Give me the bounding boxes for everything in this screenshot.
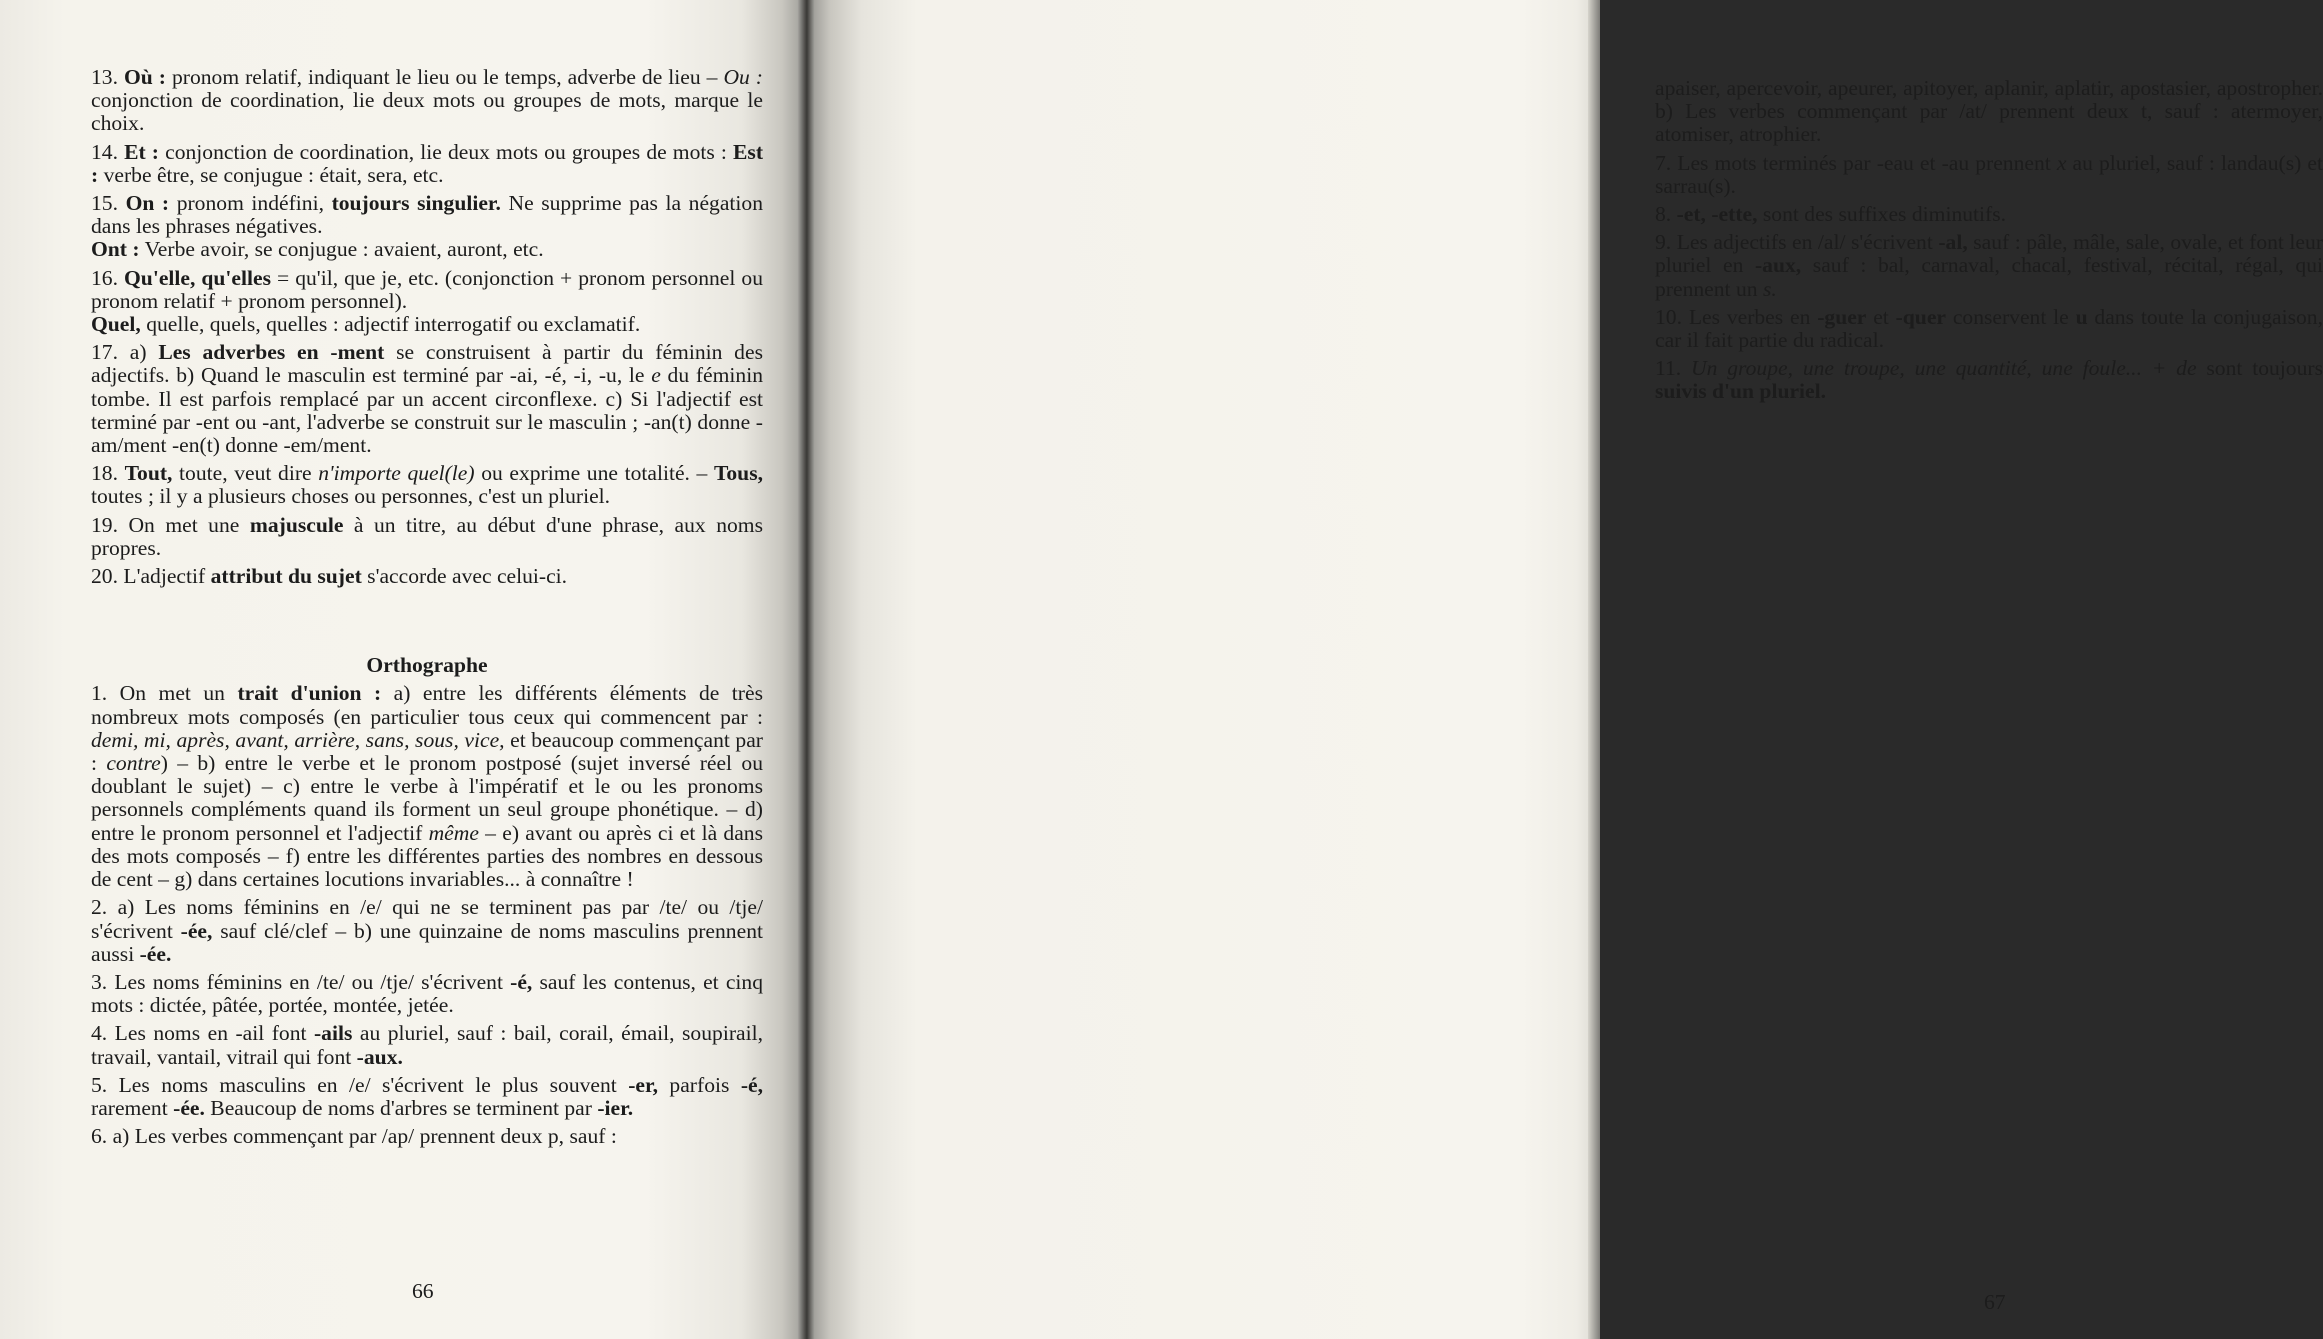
bold-term: -aux,	[1754, 253, 1802, 278]
paragraph	[91, 462, 763, 508]
paragraph	[91, 341, 763, 457]
text-run: 9. Les adjectifs en /al/ s'écrivent	[1655, 230, 1939, 255]
paragraph	[91, 896, 763, 966]
text-run: sauf : bal, carnaval, chacal, festival, récital, régal, qui prennent un	[1655, 253, 2323, 301]
italic-term: même	[428, 820, 479, 845]
text-run: parfois	[658, 1072, 741, 1097]
bold-term: -ails	[313, 1021, 353, 1046]
paragraph	[91, 1022, 763, 1068]
bold-term: Et :	[124, 139, 159, 164]
text-run: 10. Les verbes en	[1655, 304, 1818, 329]
text-run: Beaucoup de noms d'arbres se terminent par	[204, 1095, 598, 1120]
italic-term: demi, mi, après, avant, arrière, sans, sous, vice,	[91, 727, 505, 752]
text-run: conjonction de coordination, lie deux mots ou groupes de mots, marque le choix.	[91, 88, 763, 136]
paragraph	[91, 66, 763, 136]
text-run: 20. L'adjectif	[91, 564, 211, 589]
left-page-text	[91, 66, 763, 1153]
bold-term: majuscule	[249, 512, 344, 537]
bold-term: suivis d'un pluriel.	[1655, 379, 1827, 404]
paragraph	[91, 971, 763, 1017]
paragraph	[91, 1125, 763, 1148]
page-edge-shadow	[1588, 0, 1600, 1339]
text-run: dans toute la conjugaison, car il fait partie du radical.	[1655, 304, 2323, 353]
text-run: du féminin tombe. Il est parfois remplacé par un accent circonflexe. c) Si l'adjectif est terminé par -ent ou -ant, l'adverbe se construit sur le masculin ; -an(t) donne -am/ment -en(t) donne -em/ment.	[91, 363, 763, 458]
paragraph	[1655, 152, 2323, 198]
text-run: sauf clé/clef – b) une quinzaine de noms masculins prennent aussi	[91, 918, 763, 966]
bold-term: Qu'elle, qu'elles	[124, 265, 271, 290]
text-run: 7. Les mots terminés par -eau et -au prennent	[1655, 150, 2057, 175]
bold-term: -ée.	[139, 941, 172, 966]
bold-term: toujours singulier.	[331, 191, 501, 216]
bold-term: -al,	[1938, 230, 1968, 255]
text-run: 16.	[91, 265, 125, 290]
page-number-left: 66	[412, 1279, 434, 1303]
text-run: 19. On met une	[91, 512, 250, 537]
bold-term: -guer	[1817, 304, 1867, 329]
text-run: toutes ; il y a plusieurs choses ou personnes, c'est un pluriel.	[91, 484, 611, 509]
text-run: Verbe avoir, se conjugue : avaient, auront, etc.	[139, 237, 544, 262]
text-run: sauf les contenus, et cinq mots : dictée, pâtée, portée, montée, jetée.	[91, 969, 764, 1018]
right-entries	[1655, 77, 2323, 404]
text-run: conjonction de coordination, lie deux mots ou groupes de mots :	[159, 139, 734, 164]
text-run: 17. a)	[91, 340, 159, 365]
bold-term: Ont :	[91, 237, 140, 262]
bold-term: -é,	[510, 969, 533, 994]
text-run: 1. On met un	[91, 681, 238, 706]
left-entries	[91, 66, 763, 588]
text-run: apaiser, apercevoir, apeurer, apitoyer, aplanir, aplatir, apostasier, apostropher. b) Les verbes commençant par /at/ prennent deux t, sauf : atermoyer, atomiser, atrophier.	[1655, 76, 2323, 147]
text-run: a) entre les différents éléments de très nombreux mots composés (en particulier tous ceux qui commencent par :	[91, 681, 763, 729]
right-page-text	[1655, 77, 2323, 409]
paragraph	[1655, 77, 2323, 147]
text-run: se construisent à partir du féminin des adjectifs. b) Quand le masculin est terminé par -ai, -é, -i, -u, le	[91, 340, 763, 388]
italic-term: n'importe quel(le)	[318, 461, 475, 486]
text-run: 13.	[91, 65, 124, 89]
text-run: = qu'il, que je, etc. (conjonction + pronom personnel ou pronom relatif + pronom personnel).	[91, 265, 764, 313]
bold-term: On :	[125, 191, 170, 216]
text-run: pronom indéfini,	[169, 191, 332, 216]
text-run: ou exprime une totalité. –	[474, 461, 714, 486]
text-run: ) – b) entre le verbe et le pronom postposé (sujet inversé réel ou doublant le sujet) – c) entre le verbe à l'impératif et le ou les pronoms personnels compléments quand ils forment un seul groupe phonétique. – d) entre le pronom personnel et l'adjectif	[91, 751, 763, 845]
bold-term: -ier.	[597, 1095, 634, 1120]
text-run: rarement	[91, 1095, 174, 1120]
bold-term: Où :	[123, 65, 166, 89]
text-run: et beaucoup commençant par :	[91, 727, 763, 776]
text-run: sont des suffixes diminutifs.	[1757, 202, 2007, 227]
text-run: 2. a) Les noms féminins en /e/ qui ne se terminent pas par /te/ ou /tje/ s'écrivent	[91, 895, 763, 943]
bold-term: u	[2075, 304, 2088, 329]
paragraph	[1655, 203, 2323, 226]
book-gutter	[797, 0, 815, 1339]
bold-term: Tous,	[713, 461, 763, 486]
text-run: quelle, quels, quelles : adjectif interrogatif ou exclamatif.	[140, 312, 641, 337]
text-run: 5. Les noms masculins en /e/ s'écrivent le plus souvent	[91, 1072, 629, 1097]
paragraph	[91, 514, 763, 560]
bold-term: Les adverbes en -ment	[158, 340, 385, 365]
text-run: 15.	[91, 191, 126, 216]
italic-term: contre	[106, 751, 161, 776]
bold-term: Quel,	[91, 312, 141, 337]
bold-term: -ée,	[180, 918, 213, 943]
left-page	[0, 0, 806, 1339]
bold-term: -et, -ette,	[1676, 202, 1758, 227]
bold-term: -aux.	[356, 1044, 403, 1069]
paragraph	[1655, 357, 2323, 403]
text-run: au pluriel, sauf : landau(s) et sarrau(s).	[1655, 150, 2323, 198]
paragraph	[91, 682, 763, 891]
text-run: toute, veut dire	[172, 461, 319, 486]
bold-term: Est :	[91, 139, 764, 187]
bold-term: -é,	[740, 1072, 763, 1097]
paragraph	[91, 1074, 763, 1120]
text-run: 6. a) Les verbes commençant par /ap/ prennent deux p, sauf :	[91, 1124, 617, 1149]
italic-term: e	[651, 363, 661, 388]
italic-term: s.	[1762, 276, 1777, 301]
italic-term: Un groupe, une troupe, une quantité, une foule... + de	[1691, 356, 2197, 381]
text-run: Ne supprime pas la négation dans les phrases négatives.	[91, 191, 764, 239]
orthographe-entries	[91, 682, 763, 1148]
bold-term: -er,	[628, 1072, 659, 1097]
text-run: conservent le	[1946, 304, 2076, 329]
right-page	[806, 0, 2323, 1339]
bold-term: trait d'union :	[237, 681, 382, 706]
paragraph	[91, 565, 763, 588]
bold-term: -ée.	[173, 1095, 205, 1120]
paragraph	[1655, 306, 2323, 352]
text-run: 14.	[91, 139, 125, 164]
paragraph	[91, 141, 763, 187]
bold-term: Tout,	[124, 461, 173, 486]
italic-term: x	[2056, 150, 2067, 175]
text-run: s'accorde avec celui-ci.	[361, 564, 568, 589]
text-run: au pluriel, sauf : bail, corail, émail, soupirail, travail, vantail, vitrail qui font	[91, 1021, 763, 1069]
section-title: Orthographe	[366, 653, 488, 678]
text-run: – e) avant ou après ci et là dans des mots composés – f) entre les différentes parties des nombres en dessous de cent – g) dans certaines locutions invariables... à connaître !	[91, 820, 763, 892]
text-run: et	[1866, 304, 1896, 329]
text-run: 11.	[1655, 356, 1692, 381]
text-run: 4. Les noms en -ail font	[91, 1021, 314, 1046]
paragraph	[1655, 231, 2323, 301]
italic-term: Ou :	[723, 65, 764, 89]
text-run: 3. Les noms féminins en /te/ ou /tje/ s'écrivent	[91, 969, 511, 994]
page-number-right: 67	[1984, 1290, 2006, 1314]
paragraph	[91, 192, 763, 262]
text-run: verbe être, se conjugue : était, sera, etc.	[98, 162, 444, 187]
paragraph	[91, 267, 763, 337]
text-run: 8.	[1655, 202, 1677, 227]
bold-term: attribut du sujet	[210, 564, 362, 589]
text-run: à un titre, au début d'une phrase, aux noms propres.	[91, 512, 763, 560]
text-run: sont toujours	[2196, 356, 2323, 381]
bold-term: -quer	[1895, 304, 1946, 329]
text-run: pronom relatif, indiquant le lieu ou le temps, adverbe de lieu –	[165, 65, 724, 89]
text-run: sauf : pâle, mâle, sale, ovale, et font leur pluriel en	[1655, 230, 2323, 278]
text-run: 18.	[91, 461, 125, 486]
